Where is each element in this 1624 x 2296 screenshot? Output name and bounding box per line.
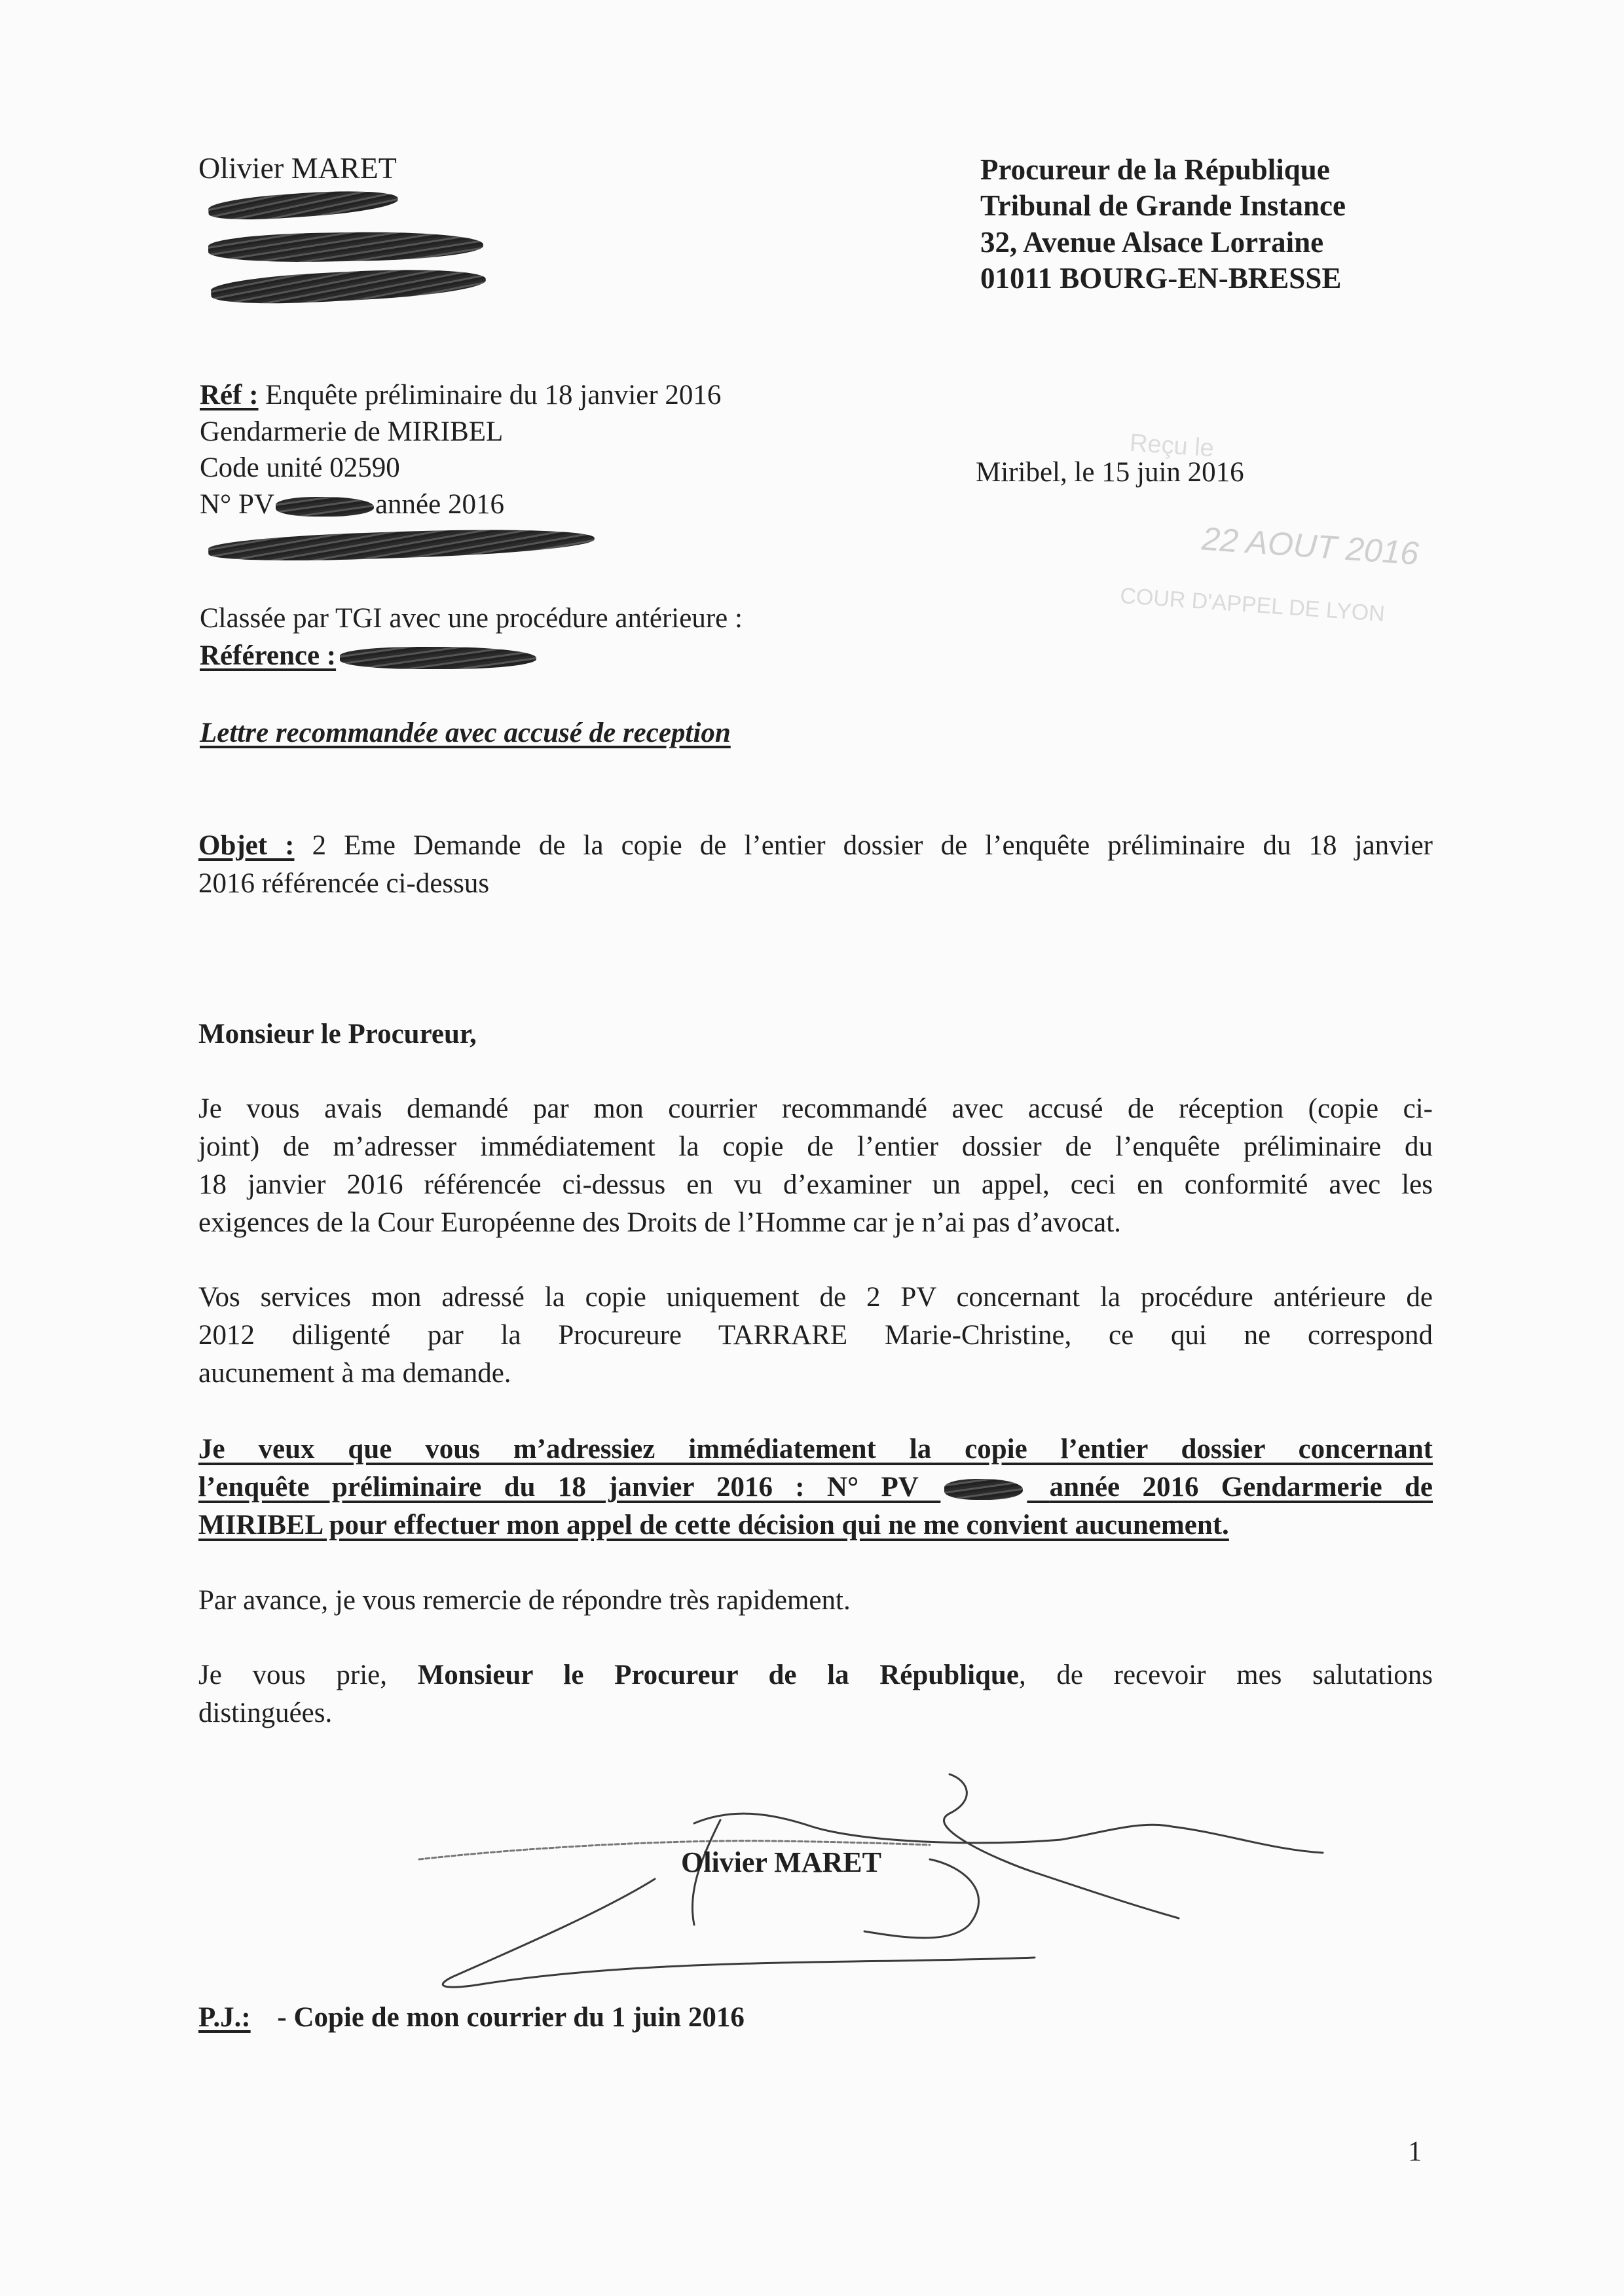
para1-line-2: joint) de m’adresser immédiatement la copie de l’entier dossier de l’enquête préliminaire du <box>198 1131 1433 1162</box>
recipient-line-1: Procureur de la République <box>980 153 1330 186</box>
para2-line-1: Vos services mon adressé la copie uniquement de 2 PV concernant la procédure antérieure de <box>198 1282 1433 1313</box>
reference-unit-code: Code unité 02590 <box>200 452 400 483</box>
reference-label: Réf : <box>200 380 259 410</box>
paragraph-3: Par avance, je vous remercie de répondre très rapidement. <box>198 1585 851 1616</box>
subject-line-1 <box>198 827 1433 865</box>
para2-line-3: aucunement à ma demande. <box>198 1358 511 1389</box>
para2-line-2: 2012 diligenté par la Procureure TARRARE Marie-Christine, ce qui ne correspond <box>198 1320 1433 1351</box>
demand-line-2a: l’enquête préliminaire du 18 janvier 2016 : N° PV <box>198 1472 919 1503</box>
para1-line-1: Je vous avais demandé par mon courrier recommandé avec accusé de réception (copie ci- <box>198 1093 1433 1124</box>
demand-line-2 <box>198 1468 1433 1506</box>
classification-ref-label: Référence : <box>200 640 337 671</box>
demand-line-2b: année 2016 Gendarmerie de <box>1049 1472 1433 1503</box>
closing-bold: Monsieur le Procureur de la République <box>417 1660 1019 1690</box>
closing-post: , de recevoir mes salutations <box>1018 1660 1433 1690</box>
place-date: Miribel, le 15 juin 2016 <box>976 457 1244 488</box>
stamp-date: 22 AOUT 2016 <box>1200 520 1420 572</box>
signature-name: Olivier MARET <box>681 1846 881 1878</box>
para1-line-4: exigences de la Cour Européenne des Droits de l’Homme car je n’ai pas d’avocat. <box>198 1207 1121 1238</box>
pv-prefix: N° PV <box>200 489 274 520</box>
handwritten-signature <box>406 1761 1428 1997</box>
registered-mail-notice: Lettre recommandée avec accusé de reception <box>200 718 731 748</box>
salutation: Monsieur le Procureur, <box>198 1019 477 1049</box>
closing-pre: Je vous prie, <box>198 1660 388 1690</box>
closing-line-2: distinguées. <box>198 1698 333 1728</box>
attachments-item: - Copie de mon courrier du 1 juin 2016 <box>277 2002 745 2033</box>
redacted-address-line-1 <box>208 187 399 223</box>
stamp-court: COUR D'APPEL DE LYON <box>1119 583 1386 627</box>
redacted-classification-ref <box>340 647 536 669</box>
redacted-pv-number <box>276 497 374 517</box>
reference-pv-line <box>200 487 504 522</box>
redacted-reference-line <box>208 525 595 565</box>
reference-line-1 <box>200 378 721 413</box>
sender-name: Olivier MARET <box>198 151 397 185</box>
closing-line-1 <box>198 1656 1433 1694</box>
recipient-line-4: 01011 BOURG-EN-BRESSE <box>980 262 1342 295</box>
classification-text: Classée par TGI avec une procédure antérieure : <box>200 603 743 634</box>
demand-paragraph <box>198 1430 1433 1544</box>
redacted-address-line-2 <box>208 230 484 263</box>
stamp-received: Reçu le <box>1128 429 1215 463</box>
recipient-line-3: 32, Avenue Alsace Lorraine <box>980 226 1324 259</box>
paragraph-1 <box>198 1090 1433 1242</box>
demand-line-3: MIRIBEL pour effectuer mon appel de cette décision qui ne me convient aucunement. <box>198 1510 1229 1540</box>
closing-paragraph <box>198 1656 1433 1732</box>
classification-ref-line <box>200 638 536 674</box>
subject-text-1: 2 Eme Demande de la copie de l’entier dossier de l’enquête préliminaire du 18 janvier <box>312 830 1433 861</box>
attachments-line <box>198 2000 745 2035</box>
demand-line-1: Je veux que vous m’adressiez immédiatement la copie l’entier dossier concernant <box>198 1434 1433 1465</box>
reference-inquiry: Enquête préliminaire du 18 janvier 2016 <box>265 380 722 410</box>
para1-line-3: 18 janvier 2016 référencée ci-dessus en vu d’examiner un appel, ceci en conformité avec les <box>198 1169 1433 1200</box>
subject-line-2: 2016 référencée ci-dessus <box>198 868 490 899</box>
reference-gendarmerie: Gendarmerie de MIRIBEL <box>200 416 504 447</box>
recipient-line-2: Tribunal de Grande Instance <box>980 189 1346 222</box>
redacted-demand-pv <box>944 1479 1023 1500</box>
attachments-label: P.J.: <box>198 2002 251 2033</box>
pv-year: année 2016 <box>375 489 504 520</box>
subject-label: Objet : <box>198 830 295 861</box>
redacted-address-line-3 <box>210 264 487 308</box>
page-number: 1 <box>1408 2136 1422 2167</box>
subject-block <box>198 827 1433 903</box>
paragraph-2 <box>198 1279 1433 1393</box>
